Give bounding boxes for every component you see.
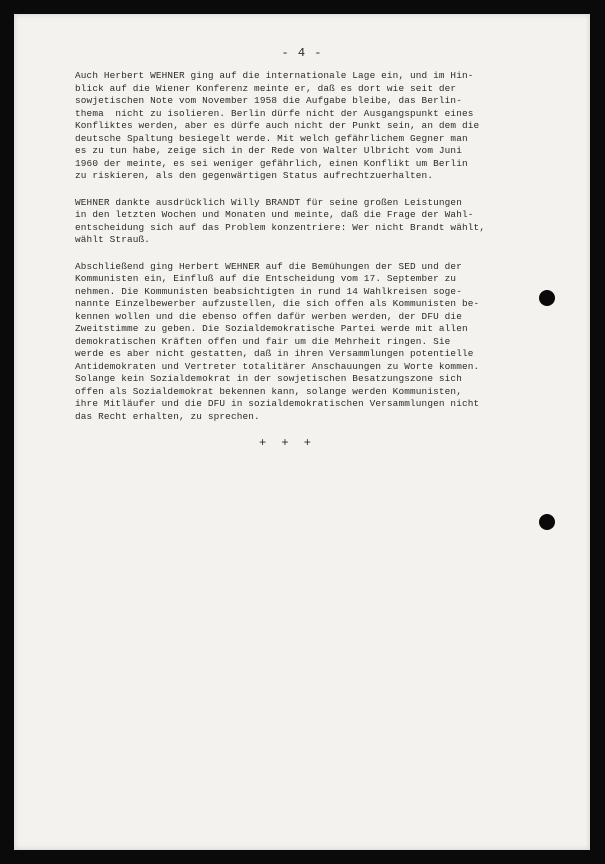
text-line: thema nicht zu isolieren. Berlin dürfe nicht der Ausgangspunkt eines xyxy=(75,107,474,119)
text-line: Kommunisten ein, Einfluß auf die Entscheidung vom 17. September zu xyxy=(75,273,457,284)
text-line: wählt Strauß. xyxy=(75,234,151,245)
text-line: Auch Herbert WEHNER ging auf die internationale Lage ein, und im Hin- xyxy=(75,70,474,81)
text-line: kennen wollen und die ebenso offen dafür werben werden, der DFU die xyxy=(75,310,462,322)
punch-hole xyxy=(539,290,555,306)
text-line: nannte Einzelbewerber aufzustellen, die sich offen als Kommunisten be- xyxy=(75,298,480,309)
page-number: - 4 - xyxy=(281,46,323,60)
paragraph-international-situation xyxy=(75,70,545,183)
text-line: zu riskieren, als den gegenwärtigen Status aufrechtzuerhalten. xyxy=(75,170,434,181)
text-line: werde es aber nicht gestatten, daß in ihren Versammlungen potentielle xyxy=(75,348,474,359)
document-body xyxy=(75,70,545,437)
text-line: ihre Mitläufer und die DFU in sozialdemokratischen Versammlungen nicht xyxy=(75,398,480,409)
text-line: blick auf die Wiener Konferenz meinte er, daß es dort wie seit der xyxy=(75,82,457,94)
text-line: in den letzten Wochen und Monaten und meinte, daß die Frage der Wahl- xyxy=(75,209,474,220)
text-line: Konfliktes werden, aber es dürfe auch nicht der Punkt sein, an dem die xyxy=(75,120,480,131)
text-line: entscheidung sich auf das Problem konzentriere: Wer nicht Brandt wählt, xyxy=(75,221,486,233)
text-line: Solange kein Sozialdemokrat in der sowjetischen Besatzungszone sich xyxy=(75,373,462,384)
paragraph-communists xyxy=(75,261,545,424)
paragraph-thanks-brandt xyxy=(75,197,545,247)
punch-hole xyxy=(539,514,555,530)
text-line: deutsche Spaltung besiegelt werde. Mit welch gefährlichem Gegner man xyxy=(75,132,468,144)
text-line: nehmen. Die Kommunisten beabsichtigten in rund 14 Wahlkreisen soge- xyxy=(75,285,462,297)
paper-sheet xyxy=(14,14,590,850)
text-line: WEHNER dankte ausdrücklich Willy BRANDT für seine großen Leistungen xyxy=(75,196,462,208)
text-line: Antidemokraten und Vertreter totalitärer Anschauungen zu Worte kommen. xyxy=(75,360,480,372)
text-line: demokratischen Kräften offen und fair um die Mehrheit ringen. Sie xyxy=(75,335,451,347)
text-line: sowjetischen Note vom November 1958 die Aufgabe bleibe, das Berlin- xyxy=(75,95,462,106)
text-line: das Recht erhalten, zu sprechen. xyxy=(75,410,260,422)
text-line: es zu tun habe, zeige sich in der Rede von Walter Ulbricht vom Juni xyxy=(75,145,462,156)
text-line: Zweitstimme zu geben. Die Sozialdemokratische Partei werde mit allen xyxy=(75,323,468,334)
text-line: 1960 der meinte, es sei weniger gefährlich, einen Konflikt um Berlin xyxy=(75,157,468,169)
text-line: Abschließend ging Herbert WEHNER auf die Bemühungen der SED und der xyxy=(75,260,462,272)
text-line: offen als Sozialdemokrat bekennen kann, solange werden Kommunisten, xyxy=(75,385,462,397)
end-mark: + + + xyxy=(259,436,316,450)
